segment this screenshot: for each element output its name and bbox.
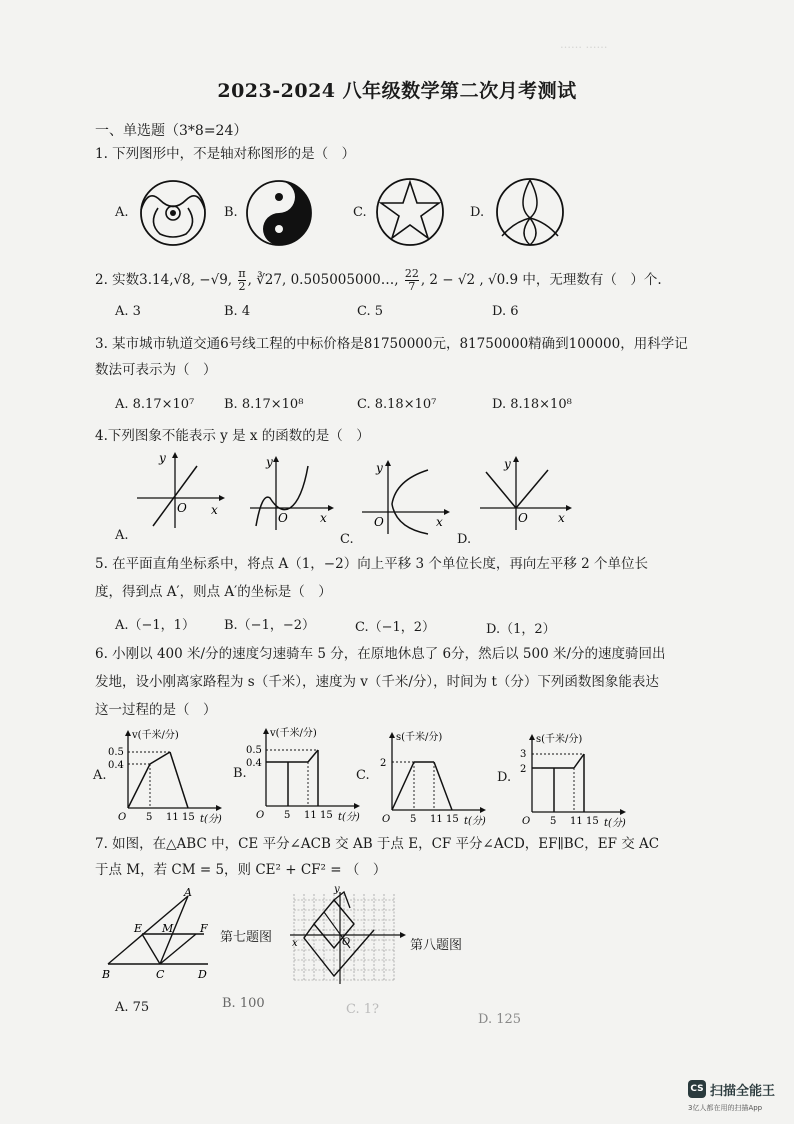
q6d-ytick-1: 3 [520,749,527,760]
q4-graph-b [248,452,338,532]
question-3-line-2: 数法可表示为（ ） [95,362,217,378]
q1-figure-c-star [374,176,446,248]
q2-fraction-pi-over-2 [238,268,245,293]
q6b-xtick-1: 5 [284,810,291,821]
q6-graph-a [108,728,223,823]
q6c-origin: O [382,814,391,825]
question-5-line-2: 度，得到点 A′，则点 A′的坐标是（ ） [95,584,332,600]
q7-point-c: C [156,968,165,981]
q6d-xtick-2: 11 [570,816,583,827]
q6a-xtick-1: 5 [146,812,153,823]
q6c-ytick-1: 2 [380,758,387,769]
question-2-stem [95,268,662,293]
q2-option-d: D. 6 [492,304,519,319]
q3-option-c: C. 8.18×10⁷ [357,397,437,412]
q7-point-a: A [184,886,192,899]
question-7-line-2: 于点 M，若 CM = 5，则 CE² + CF² = （ ） [95,862,387,878]
q6c-xtick-1: 5 [410,814,417,825]
q6-graph-c [372,730,487,825]
q6b-ytick-2: 0.4 [246,758,262,769]
q8-grid-figure [288,884,408,986]
q4b-axis-y: y [266,455,273,469]
q4-graph-a [135,450,225,530]
q1-option-b-label: B. [224,205,238,220]
q4a-axis-x: x [211,503,218,517]
q4-option-c-label: C. [340,532,354,547]
q6d-origin: O [522,816,531,827]
q6a-origin: O [118,812,127,823]
question-5-line-1: 5. 在平面直角坐标系中，将点 A（1，−2）向上平移 3 个单位长度，再向左平移 2 个单位长 [95,556,649,572]
q6b-ytick-1: 0.5 [246,745,262,756]
q6a-ytick-1: 0.5 [108,747,124,758]
q8-origin: O [342,937,351,948]
q4-option-a-label: A. [115,528,129,543]
q1-option-a-label: A. [115,205,129,220]
q5-option-d: D.（1，2） [486,622,556,637]
q6b-ylabel: v(千米/分) [270,728,317,739]
q2-frac2-den: 7 [408,280,416,293]
q7-point-m: M [162,922,174,935]
q2-option-b: B. 4 [224,304,251,319]
q7-option-c: C. 1? [346,1002,379,1017]
q2-stem-part-a: 2. 实数3.14,√8, −√9, [95,272,237,288]
q3-option-a: A. 8.17×10⁷ [115,397,195,412]
q6d-xtick-1: 5 [550,816,557,827]
q6d-xlabel: t(分) [604,818,626,829]
question-6-line-3: 这一过程的是（ ） [95,702,217,718]
q6-option-a-label: A. [93,768,107,783]
question-6-line-2: 发地，设小刚离家路程为 s（千米），速度为 v（千米/分），时间为 t（分）下列函数图象能表达 [95,674,659,690]
q1-option-d-label: D. [470,205,485,220]
q2-frac2-num: 22 [404,267,419,280]
q6b-xtick-2: 11 [304,810,317,821]
q4b-axis-x: x [320,511,327,525]
q6a-xlabel: t(分) [200,814,222,825]
q4c-axis-x: x [436,515,443,529]
q7-triangle-figure [100,886,220,981]
q8-axis-x: x [292,938,298,949]
q1-option-c-label: C. [353,205,367,220]
q8-axis-y: y [334,884,340,895]
question-3-line-1: 3. 某市城市轨道交通6号线工程的中标价格是81750000元，81750000精确到100000，用科学记 [95,336,688,352]
q3-option-d: D. 8.18×10⁸ [492,397,572,412]
question-7-line-1: 7. 如图，在△ABC 中，CE 平分∠ACB 交 AB 于点 E，CF 平分∠ACD，EF∥BC，EF 交 AC [95,836,660,852]
q4-option-d-label: D. [457,532,472,547]
q2-frac1-num: π [238,267,246,280]
q6b-origin: O [256,810,265,821]
q7-point-e: E [134,922,143,935]
q6-option-b-label: B. [233,766,247,781]
q6d-ylabel: s(千米/分) [536,734,583,745]
q5-option-a: A.（−1，1） [115,618,195,633]
q7-point-b: B [102,968,111,981]
q6d-ytick-2: 2 [520,764,527,775]
q4d-axis-x: x [558,511,565,525]
q2-frac1-den: 2 [238,280,246,293]
scanner-logo-icon: CS [688,1080,706,1098]
q4b-origin: O [278,511,288,525]
q7-option-d: D. 125 [478,1012,522,1027]
q5-option-c: C.（−1，2） [355,620,436,635]
q1-figure-a [138,178,208,248]
q7-option-b: B. 100 [222,996,265,1011]
page-title: 2023-2024 八年级数学第二次月考测试 [217,80,577,102]
q6b-xlabel: t(分) [338,812,360,823]
figure-7-caption: 第七题图 [220,930,273,945]
q4-graph-d [478,452,573,532]
q2-fraction-22-over-7 [405,268,419,293]
q7-point-f: F [200,922,208,935]
figure-8-caption: 第八题图 [410,938,463,953]
question-1-stem: 1. 下列图形中，不是轴对称图形的是（ ） [95,146,356,162]
question-6-line-1: 6. 小刚以 400 米/分的速度匀速骑车 5 分，在原地休息了 6分，然后以 500 米/分的速度骑回出 [95,646,666,662]
q6c-xtick-3: 15 [446,814,459,825]
scanner-app-name: 扫描全能王 [710,1084,776,1099]
q1-figure-d-trefoil [494,176,566,248]
q6-graph-d [512,732,627,827]
q7-point-d: D [198,968,207,981]
question-4-stem: 4.下列图象不能表示 y 是 x 的函数的是（ ） [95,428,370,444]
q1-figure-b [244,178,314,248]
q6c-xtick-2: 11 [430,814,443,825]
q6d-xtick-3: 15 [586,816,599,827]
scanner-app-tagline: 3亿人都在用的扫描App [688,1104,763,1112]
q4d-origin: O [518,511,528,525]
q4d-axis-y: y [504,457,511,471]
q2-option-a: A. 3 [115,304,141,319]
q3-option-b: B. 8.17×10⁸ [224,397,304,412]
q4c-axis-y: y [376,461,383,475]
q4c-origin: O [374,515,384,529]
section-heading: 一、单选题（3*8=24） [95,123,248,139]
q6-graph-b [246,726,361,821]
q4a-origin: O [177,501,187,515]
q5-option-b: B.（−1，−2） [224,618,316,633]
q7-option-a: A. 75 [115,1000,150,1015]
q6a-ytick-2: 0.4 [108,760,124,771]
q2-stem-part-c: , 2 − √2 , √0.9 中，无理数有（ ）个. [420,272,662,288]
q2-stem-part-b: , ∛27, 0.505005000…, [247,272,403,288]
q6b-xtick-3: 15 [320,810,333,821]
q6c-ylabel: s(千米/分) [396,732,443,743]
q2-option-c: C. 5 [357,304,384,319]
q6-option-c-label: C. [356,768,370,783]
q4a-axis-y: y [159,451,166,465]
q4-graph-c [360,456,450,536]
q6-option-d-label: D. [497,770,512,785]
bleed-through-text: …… …… [560,38,608,51]
q6a-ylabel: v(千米/分) [132,730,179,741]
q6c-xlabel: t(分) [464,816,486,827]
q6a-xtick-2: 11 [166,812,179,823]
q6a-xtick-3: 15 [182,812,195,823]
